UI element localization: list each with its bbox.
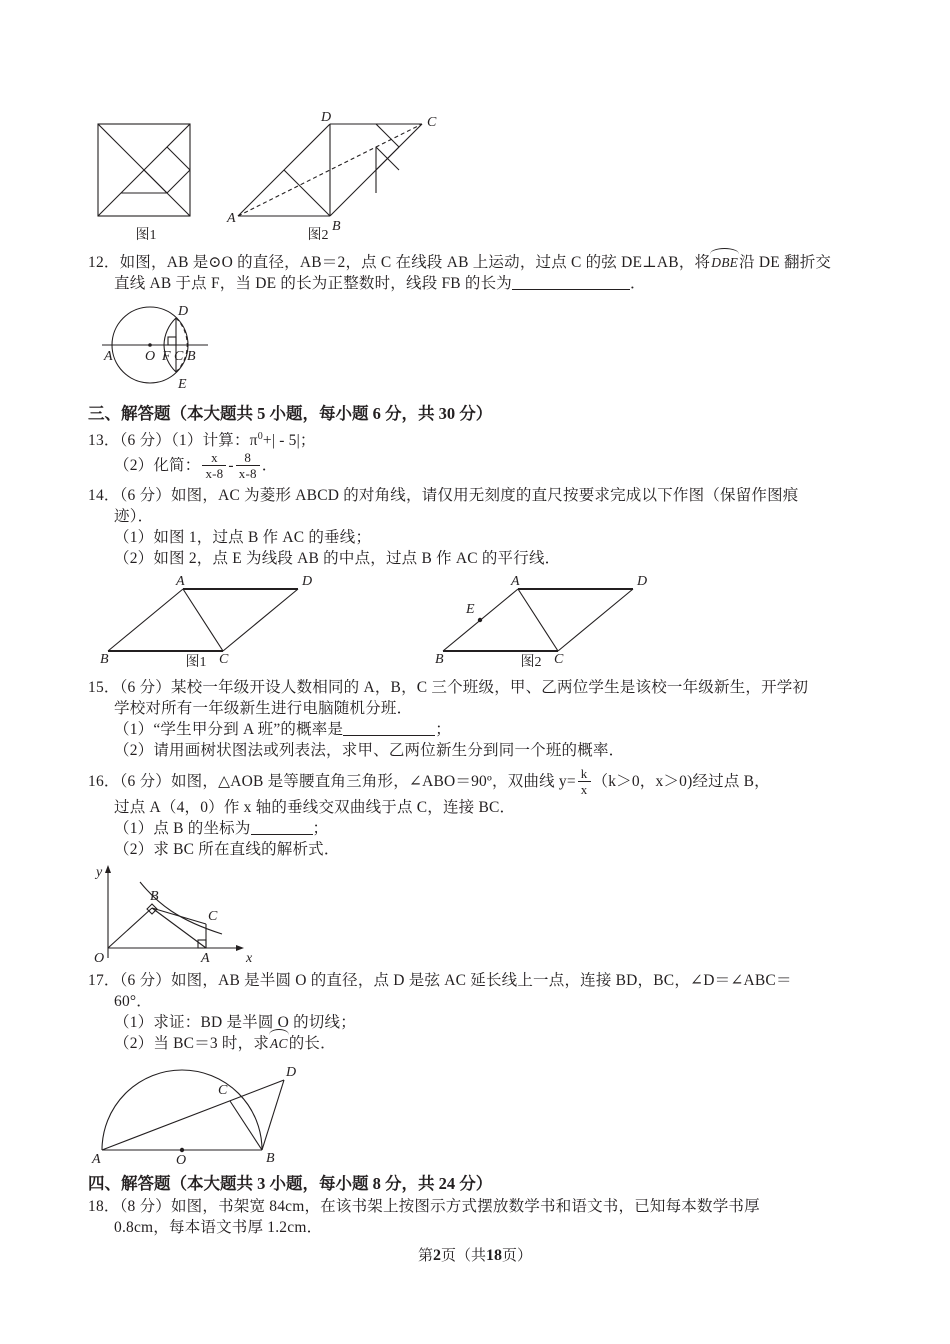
q15-text-3: （1）“学生甲分到 A 班”的概率是 [114, 721, 344, 739]
q16-answer-blank[interactable] [251, 834, 313, 835]
q13-text-2-tail: ． [261, 457, 278, 475]
svg-text:O: O [176, 1153, 187, 1167]
q13-text-1-tail: +| - 5|； [262, 432, 316, 450]
q17-line-1: 17．（6 分）如图，AB 是半圆 O 的直径，点 D 是弦 AC 延长线上一点，连接 BD，BC，∠D＝∠ABC＝ [88, 972, 792, 990]
q12-text-2-tail: ． [630, 275, 646, 292]
q17-line-4 [88, 1033, 872, 1054]
fraction-k-over-x [578, 767, 591, 796]
svg-text:B: B [100, 652, 109, 666]
fraction-numerator: x [211, 450, 218, 466]
footer-page-total: 18 [486, 1247, 502, 1264]
q14-line-4: （2）如图 2，点 E 为线段 AB 的中点，过点 B 作 AC 的平行线． [114, 550, 561, 568]
svg-text:D: D [178, 304, 189, 319]
page-content [88, 112, 872, 1238]
svg-text:C: C [174, 349, 184, 364]
q13-line-1 [88, 426, 872, 451]
svg-text:C: C [554, 652, 564, 666]
q12-line-1 [88, 252, 872, 273]
figure-circle-q12 [88, 298, 872, 394]
parallelogram-figure [226, 112, 437, 234]
q12-text-1: 12．如图，AB 是⊙O 的直径，AB＝2，点 C 在线段 AB 上运动，过点 C 的弦 DE⊥AB，将 [88, 254, 711, 271]
fraction-numerator: k [580, 766, 588, 782]
svg-text:O: O [94, 951, 105, 967]
tangram-caption: 图1 [135, 228, 157, 243]
q16-text-3-tail: ； [312, 820, 329, 838]
q13-text-2: （2）化简： [114, 457, 201, 475]
figure-semicircle-q17 [88, 1058, 872, 1166]
fraction-x-over-x-minus-8 [202, 451, 226, 480]
q17-text-4-tail: 的长． [288, 1035, 336, 1053]
figure-coordinate-hyperbola [88, 862, 872, 966]
rhombus1-caption: 图1 [185, 655, 207, 671]
q15-line-3 [88, 719, 872, 740]
footer-label-prefix: 第 [417, 1248, 433, 1264]
svg-text:B: B [435, 652, 444, 666]
q13-minus-sign: - [228, 457, 234, 475]
svg-text:B: B [150, 889, 159, 905]
arc-dbe-label: DBE [710, 252, 739, 273]
footer-label-mid: 页（共 [440, 1248, 486, 1264]
q16-text-1-mid: （k＞0，x＞0)经过点 B， [592, 773, 770, 791]
q16-line-4: （2）求 BC 所在直线的解析式． [114, 841, 340, 859]
section-3-heading: 三、解答题（本大题共 5 小题，每小题 6 分，共 30 分） [88, 404, 493, 423]
q16-text-1: 16．（6 分）如图，△AOB 是等腰直角三角形，∠ABO＝90º，双曲线 y= [88, 773, 576, 791]
q17-line-2: 60°． [114, 993, 152, 1011]
arc-ac-label: AC [269, 1033, 289, 1054]
q15-text-3-tail: ； [435, 721, 451, 739]
svg-text:O: O [145, 349, 156, 364]
svg-text:D: D [302, 574, 313, 590]
q13-exponent: 0 [257, 431, 263, 442]
svg-text:D: D [321, 112, 332, 125]
svg-text:B: B [332, 219, 341, 234]
q12-answer-blank[interactable] [512, 289, 630, 290]
tangram-figure [98, 124, 190, 216]
q12-text-2: 直线 AB 于点 F，当 DE 的长为正整数时，线段 FB 的长为 [114, 275, 512, 292]
q18-line-2: 0.8cm，每本语文书厚 1.2cm． [114, 1219, 323, 1237]
footer-page-number: 2 [432, 1247, 441, 1264]
q16-line-3 [88, 818, 872, 839]
svg-text:D: D [637, 574, 648, 590]
q17-line-3: （1）求证：BD 是半圆 O 的切线； [114, 1014, 356, 1032]
fraction-numerator: 8 [244, 450, 252, 466]
svg-text:D: D [286, 1065, 297, 1081]
figure-rhombus-pair [88, 573, 872, 671]
svg-text:A: A [511, 574, 520, 590]
svg-text:B: B [266, 1151, 275, 1167]
q18-line-1: 18．（8 分）如图，书架宽 84cm，在该书架上按图示方式摆放数学书和语文书，已知每本数学书厚 [88, 1198, 760, 1216]
rhombus2-caption: 图2 [520, 655, 542, 671]
svg-text:x: x [246, 951, 253, 967]
q16-line-2: 过点 A（4，0）作 x 轴的垂线交双曲线于点 C，连接 BC． [114, 799, 516, 817]
q16-line-1 [88, 767, 872, 797]
q12-text-1-tail: 沿 DE 翻折交 [739, 254, 832, 271]
svg-text:y: y [96, 865, 103, 881]
svg-text:C: C [219, 652, 229, 666]
section-4-heading: 四、解答题（本大题共 3 小题，每小题 8 分，共 24 分） [88, 1174, 493, 1194]
svg-text:C: C [208, 909, 218, 925]
svg-text:A: A [201, 951, 210, 967]
q13-text-1: 13．（6 分）（1）计算：π [88, 432, 258, 450]
svg-text:E: E [466, 602, 475, 618]
svg-text:A: A [92, 1152, 101, 1167]
q17-text-4: （2）当 BC＝3 时，求 [114, 1035, 270, 1053]
page-footer [0, 1244, 950, 1265]
parallelogram-caption: 图2 [307, 228, 329, 243]
midpoint-E-dot [478, 618, 482, 622]
q14-line-3: （1）如图 1，过点 B 作 AC 的垂线； [114, 529, 372, 547]
svg-text:B: B [187, 349, 196, 364]
q15-line-4: （2）请用画树状图法或列表法，求甲、乙两位新生分到同一个班的概率． [114, 742, 625, 760]
svg-text:E: E [178, 377, 187, 392]
coordinate-figure-svg [88, 862, 328, 966]
q16-text-3: （1）点 B 的坐标为 [114, 820, 251, 838]
q12-line-2 [88, 273, 872, 294]
q15-answer-blank[interactable] [343, 735, 435, 736]
svg-text:F: F [162, 349, 171, 364]
q14-line-2: 迹）． [114, 508, 154, 526]
fraction-denominator: x-8 [202, 465, 226, 480]
svg-text:C: C [218, 1083, 228, 1099]
svg-text:A: A [104, 349, 113, 364]
fraction-denominator: x-8 [236, 465, 260, 480]
q14-line-1: 14．（6 分）如图，AC 为菱形 ABCD 的对角线，请仅用无刻度的直尺按要求完成以下作图（保留作图痕 [88, 487, 799, 505]
footer-label-suffix: 页） [502, 1248, 533, 1264]
q15-line-2: 学校对所有一年级新生进行电脑随机分班． [114, 700, 413, 718]
svg-text:A: A [176, 574, 185, 590]
fraction-denominator: x [578, 781, 591, 796]
q15-line-1: 15．（6 分）某校一年级开设人数相同的 A，B，C 三个班级，甲、乙两位学生是该校一年级新生，开学初 [88, 679, 809, 697]
figure-tangram-and-parallelogram [88, 112, 872, 244]
svg-text:C: C [427, 115, 437, 130]
svg-text:A: A [227, 211, 236, 226]
fraction-8-over-x-minus-8 [236, 451, 260, 480]
q13-line-2 [88, 451, 872, 481]
semicircle-figure-svg [88, 1058, 348, 1166]
circle-figure-svg [88, 298, 348, 394]
